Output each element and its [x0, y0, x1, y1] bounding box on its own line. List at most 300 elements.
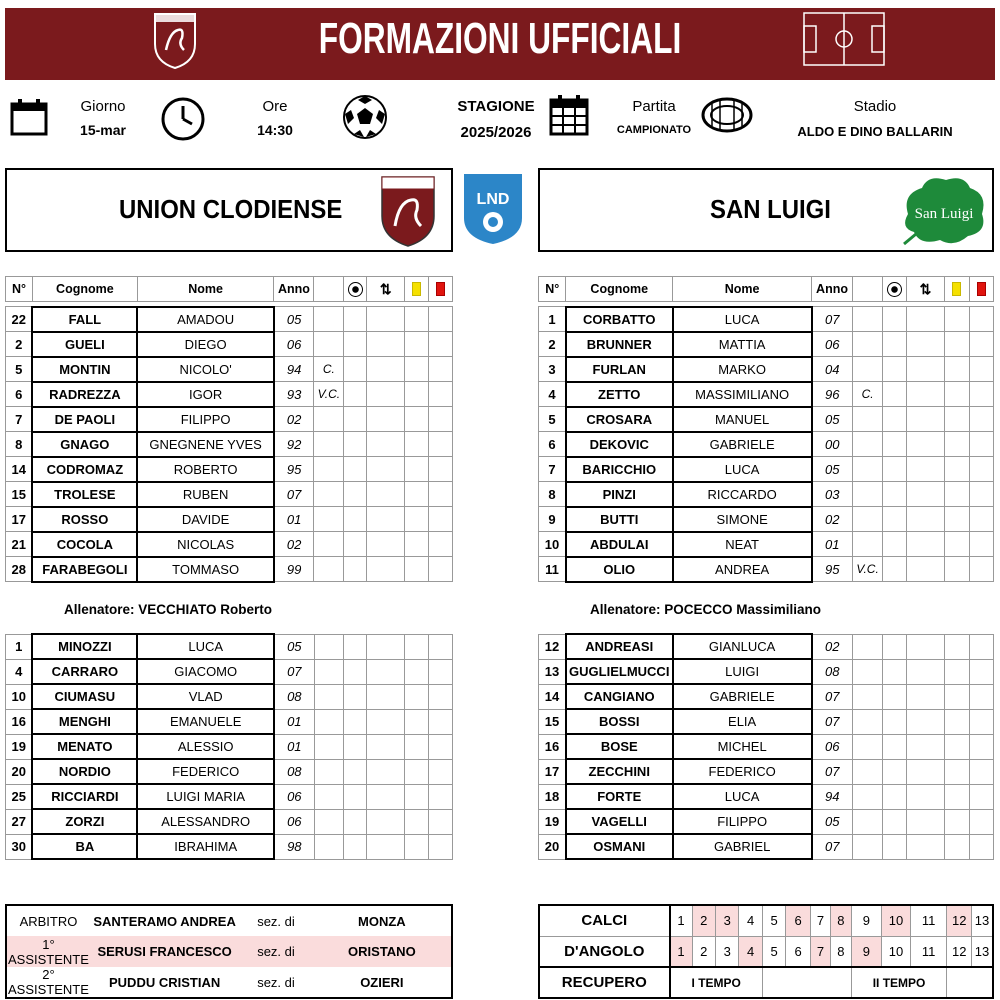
red-cell[interactable]	[429, 457, 453, 482]
player-number: 4	[6, 659, 33, 684]
red-cell[interactable]	[969, 809, 993, 834]
player-role	[852, 809, 882, 834]
player-role	[314, 407, 344, 432]
red-cell[interactable]	[429, 634, 453, 659]
yellow-cell[interactable]	[405, 457, 429, 482]
yellow-cell[interactable]	[405, 332, 429, 357]
cognome-header: Cognome	[32, 277, 137, 302]
corner-number[interactable]: 13	[971, 936, 993, 967]
partita-value: CAMPIONATO	[616, 124, 692, 136]
yellow-cell[interactable]	[405, 307, 429, 332]
goal-cell[interactable]	[883, 332, 906, 357]
yellow-cell[interactable]	[405, 709, 429, 734]
goal-cell[interactable]	[344, 407, 367, 432]
player-surname: ZETTO	[566, 382, 673, 407]
corner-number[interactable]: 5	[762, 936, 785, 967]
sub-cell[interactable]	[367, 357, 405, 382]
corner-number[interactable]: 7	[810, 905, 830, 936]
red-cell[interactable]	[429, 432, 453, 457]
yellow-cell[interactable]	[945, 532, 969, 557]
sub-cell[interactable]	[367, 382, 405, 407]
goal-cell[interactable]	[344, 759, 367, 784]
player-name: EMANUELE	[137, 709, 274, 734]
nome-header: Nome	[673, 277, 812, 302]
goal-cell[interactable]	[344, 734, 367, 759]
calendar-icon	[10, 98, 48, 136]
goal-cell[interactable]	[344, 532, 367, 557]
player-row	[539, 834, 994, 859]
sub-cell[interactable]	[906, 684, 945, 709]
player-number: 30	[6, 834, 33, 859]
yellow-card-icon	[412, 282, 421, 296]
player-row	[539, 307, 994, 332]
yellow-cell[interactable]	[945, 332, 969, 357]
sub-cell[interactable]	[367, 684, 405, 709]
corner-number[interactable]: 3	[715, 936, 738, 967]
yellow-cell[interactable]	[945, 357, 969, 382]
secondo-tempo: II TEMPO	[851, 967, 947, 998]
player-number: 19	[539, 809, 566, 834]
player-name: ROBERTO	[137, 457, 274, 482]
partita-label: Partita	[632, 98, 676, 115]
corner-number[interactable]: 1	[670, 905, 692, 936]
yellow-cell[interactable]	[945, 634, 969, 659]
yellow-cell[interactable]	[945, 407, 969, 432]
goal-cell[interactable]	[883, 382, 906, 407]
goal-cell[interactable]	[344, 834, 367, 859]
yellow-cell[interactable]	[945, 684, 969, 709]
player-year: 07	[812, 759, 853, 784]
goal-cell[interactable]	[883, 432, 906, 457]
red-cell[interactable]	[969, 407, 993, 432]
sub-cell[interactable]	[906, 407, 945, 432]
goal-cell[interactable]	[883, 659, 906, 684]
corner-number[interactable]: 11	[910, 905, 947, 936]
player-name: GABRIELE	[673, 684, 812, 709]
red-cell[interactable]	[969, 834, 993, 859]
sub-cell[interactable]	[906, 507, 945, 532]
player-number: 20	[539, 834, 566, 859]
corner-number[interactable]: 4	[739, 905, 762, 936]
player-name: RICCARDO	[673, 482, 812, 507]
away-team-box	[538, 168, 994, 252]
red-cell[interactable]	[429, 709, 453, 734]
red-cell[interactable]	[429, 332, 453, 357]
goal-cell[interactable]	[883, 759, 906, 784]
player-role	[314, 532, 344, 557]
goal-cell[interactable]	[883, 457, 906, 482]
red-cell[interactable]	[429, 482, 453, 507]
corner-number[interactable]: 6	[786, 905, 810, 936]
sub-cell[interactable]	[367, 532, 405, 557]
player-surname: PINZI	[566, 482, 673, 507]
player-surname: DE PAOLI	[32, 407, 137, 432]
sub-cell[interactable]	[367, 759, 405, 784]
corner-number[interactable]: 8	[831, 936, 851, 967]
goal-cell[interactable]	[883, 809, 906, 834]
sub-cell[interactable]	[367, 809, 405, 834]
corner-number[interactable]: 9	[851, 905, 882, 936]
primo-tempo-value[interactable]	[762, 967, 851, 998]
player-year: 06	[812, 332, 853, 357]
player-surname: TROLESE	[32, 482, 137, 507]
player-surname: FURLAN	[566, 357, 673, 382]
yellow-cell[interactable]	[405, 784, 429, 809]
goal-cell[interactable]	[883, 557, 906, 582]
player-name: ALESSANDRO	[137, 809, 274, 834]
sub-cell[interactable]	[367, 407, 405, 432]
yellow-cell[interactable]	[405, 507, 429, 532]
player-name: GABRIELE	[673, 432, 812, 457]
sub-cell[interactable]	[906, 432, 945, 457]
sub-cell[interactable]	[367, 457, 405, 482]
goal-cell[interactable]	[883, 684, 906, 709]
player-name: FILIPPO	[137, 407, 274, 432]
red-cell[interactable]	[429, 759, 453, 784]
yellow-cell[interactable]	[945, 432, 969, 457]
yellow-cell[interactable]	[405, 659, 429, 684]
red-cell[interactable]	[969, 784, 993, 809]
sub-cell[interactable]	[906, 834, 945, 859]
player-surname: GUGLIELMUCCI	[566, 659, 673, 684]
player-year: 08	[274, 759, 314, 784]
red-cell[interactable]	[429, 784, 453, 809]
yellow-cell[interactable]	[945, 709, 969, 734]
recupero-label: RECUPERO	[539, 967, 670, 998]
yellow-cell[interactable]	[945, 834, 969, 859]
sub-cell[interactable]	[906, 809, 945, 834]
corner-row-2	[539, 936, 993, 967]
goal-cell[interactable]	[883, 709, 906, 734]
corner-number[interactable]: 2	[692, 936, 715, 967]
goal-cell[interactable]	[883, 634, 906, 659]
goal-cell[interactable]	[883, 307, 906, 332]
sub-cell[interactable]	[367, 734, 405, 759]
player-number: 16	[539, 734, 566, 759]
red-cell[interactable]	[969, 659, 993, 684]
corner-number[interactable]: 12	[947, 936, 971, 967]
goal-cell[interactable]	[883, 482, 906, 507]
nome-header: Nome	[137, 277, 274, 302]
red-cell[interactable]	[429, 382, 453, 407]
corner-number[interactable]: 12	[947, 905, 971, 936]
goal-cell[interactable]	[883, 784, 906, 809]
yellow-cell[interactable]	[405, 407, 429, 432]
player-surname: COCOLA	[32, 532, 137, 557]
red-cell[interactable]	[429, 684, 453, 709]
corner-number[interactable]: 1	[670, 936, 692, 967]
yellow-cell[interactable]	[945, 457, 969, 482]
sub-cell[interactable]	[906, 357, 945, 382]
red-cell[interactable]	[969, 507, 993, 532]
player-role	[852, 507, 882, 532]
player-role	[852, 684, 882, 709]
goal-cell[interactable]	[344, 357, 367, 382]
player-surname: GNAGO	[32, 432, 137, 457]
red-cell[interactable]	[969, 684, 993, 709]
player-surname: CIUMASU	[32, 684, 137, 709]
yellow-cell[interactable]	[405, 759, 429, 784]
sub-cell[interactable]	[367, 507, 405, 532]
player-year: 07	[812, 684, 853, 709]
yellow-cell[interactable]	[945, 507, 969, 532]
red-cell[interactable]	[429, 809, 453, 834]
official-row	[6, 936, 452, 967]
player-number: 20	[6, 759, 33, 784]
player-surname: MENATO	[32, 734, 137, 759]
yellow-cell[interactable]	[405, 382, 429, 407]
red-cell[interactable]	[429, 834, 453, 859]
goal-cell[interactable]	[344, 507, 367, 532]
yellow-cell[interactable]	[945, 734, 969, 759]
player-number: 17	[539, 759, 566, 784]
player-surname: ZORZI	[32, 809, 137, 834]
goal-cell[interactable]	[883, 734, 906, 759]
home-subs-table	[5, 633, 453, 860]
player-surname: BUTTI	[566, 507, 673, 532]
player-year: 06	[812, 734, 853, 759]
player-surname: FARABEGOLI	[32, 557, 137, 582]
yellow-cell[interactable]	[405, 532, 429, 557]
yellow-cell[interactable]	[945, 759, 969, 784]
goal-cell[interactable]	[883, 507, 906, 532]
player-year: 00	[812, 432, 853, 457]
red-cell[interactable]	[969, 307, 993, 332]
red-cell[interactable]	[429, 307, 453, 332]
yellow-cell[interactable]	[945, 382, 969, 407]
red-cell[interactable]	[969, 759, 993, 784]
red-cell[interactable]	[969, 709, 993, 734]
sub-cell[interactable]	[906, 332, 945, 357]
red-cell[interactable]	[429, 532, 453, 557]
player-row	[6, 357, 453, 382]
red-header	[969, 277, 993, 302]
svg-text:LND: LND	[476, 191, 510, 208]
red-cell[interactable]	[969, 382, 993, 407]
role-header	[314, 277, 344, 302]
yellow-header	[945, 277, 969, 302]
corner-row-1	[539, 905, 993, 936]
sub-cell[interactable]	[906, 734, 945, 759]
corner-number[interactable]: 8	[831, 905, 851, 936]
yellow-cell[interactable]	[945, 784, 969, 809]
soccer-ball-icon	[348, 282, 363, 297]
sub-cell[interactable]	[367, 784, 405, 809]
player-surname: FALL	[32, 307, 137, 332]
red-cell[interactable]	[429, 557, 453, 582]
corner-number[interactable]: 3	[715, 905, 738, 936]
sub-cell[interactable]	[906, 659, 945, 684]
table-header-row	[6, 277, 453, 302]
player-surname: CARRARO	[32, 659, 137, 684]
yellow-header	[405, 277, 429, 302]
player-year: 08	[812, 659, 853, 684]
goal-cell[interactable]	[344, 307, 367, 332]
red-cell[interactable]	[429, 357, 453, 382]
red-cell[interactable]	[969, 357, 993, 382]
player-row	[539, 809, 994, 834]
player-year: 02	[812, 507, 853, 532]
player-surname: CANGIANO	[566, 684, 673, 709]
yellow-cell[interactable]	[945, 307, 969, 332]
goal-cell[interactable]	[883, 532, 906, 557]
sub-cell[interactable]	[906, 784, 945, 809]
goal-cell[interactable]	[883, 407, 906, 432]
player-name: FEDERICO	[137, 759, 274, 784]
corner-number[interactable]: 5	[762, 905, 785, 936]
yellow-cell[interactable]	[405, 734, 429, 759]
player-name: GIACOMO	[137, 659, 274, 684]
red-cell[interactable]	[969, 332, 993, 357]
yellow-cell[interactable]	[405, 557, 429, 582]
official-city: MONZA	[358, 913, 406, 929]
corner-number[interactable]: 7	[810, 936, 830, 967]
player-year: 05	[812, 407, 853, 432]
yellow-cell[interactable]	[945, 557, 969, 582]
player-surname: BOSSI	[566, 709, 673, 734]
n-header: N°	[539, 277, 566, 302]
player-number: 12	[539, 634, 566, 659]
red-cell[interactable]	[429, 659, 453, 684]
player-name: GABRIEL	[673, 834, 812, 859]
stagione-label: STAGIONE	[457, 98, 535, 115]
goal-cell[interactable]	[883, 834, 906, 859]
player-number: 7	[6, 407, 33, 432]
goal-cell[interactable]	[344, 457, 367, 482]
corner-number[interactable]: 9	[851, 936, 882, 967]
player-surname: MONTIN	[32, 357, 137, 382]
official-row	[6, 905, 452, 936]
svg-text:San Luigi: San Luigi	[914, 206, 974, 222]
sub-header	[906, 277, 945, 302]
away-starters-table	[538, 276, 994, 583]
yellow-cell[interactable]	[405, 357, 429, 382]
yellow-cell[interactable]	[405, 482, 429, 507]
red-cell[interactable]	[969, 457, 993, 482]
sub-cell[interactable]	[367, 432, 405, 457]
sub-cell[interactable]	[367, 307, 405, 332]
corner-number[interactable]: 13	[971, 905, 993, 936]
red-cell[interactable]	[429, 507, 453, 532]
player-name: LUIGI MARIA	[137, 784, 274, 809]
goal-cell[interactable]	[344, 332, 367, 357]
goal-cell[interactable]	[344, 382, 367, 407]
official-role: 1° ASSISTENTE	[6, 936, 90, 967]
player-row	[6, 709, 453, 734]
goal-cell[interactable]	[344, 557, 367, 582]
goal-cell[interactable]	[344, 482, 367, 507]
player-number: 5	[539, 407, 566, 432]
goal-cell[interactable]	[344, 659, 367, 684]
red-card-icon	[436, 282, 445, 296]
sub-cell[interactable]	[367, 557, 405, 582]
corners-label: CALCI	[539, 905, 670, 936]
player-surname: BARICCHIO	[566, 457, 673, 482]
sub-cell[interactable]	[906, 382, 945, 407]
yellow-cell[interactable]	[405, 432, 429, 457]
sub-cell[interactable]	[906, 457, 945, 482]
corner-number[interactable]: 10	[882, 936, 911, 967]
yellow-cell[interactable]	[405, 684, 429, 709]
player-number: 14	[6, 457, 33, 482]
goal-cell[interactable]	[344, 809, 367, 834]
red-cell[interactable]	[969, 634, 993, 659]
sub-cell[interactable]	[906, 532, 945, 557]
corner-number[interactable]: 10	[882, 905, 911, 936]
corner-number[interactable]: 6	[786, 936, 810, 967]
player-surname: FORTE	[566, 784, 673, 809]
goal-cell[interactable]	[344, 784, 367, 809]
red-cell[interactable]	[429, 407, 453, 432]
goal-cell[interactable]	[883, 357, 906, 382]
player-year: 01	[274, 709, 314, 734]
red-cell[interactable]	[969, 532, 993, 557]
player-surname: ROSSO	[32, 507, 137, 532]
player-year: 06	[274, 784, 314, 809]
yellow-cell[interactable]	[405, 809, 429, 834]
red-cell[interactable]	[969, 734, 993, 759]
yellow-cell[interactable]	[945, 482, 969, 507]
red-cell[interactable]	[969, 557, 993, 582]
goal-cell[interactable]	[344, 684, 367, 709]
sub-cell[interactable]	[367, 332, 405, 357]
yellow-cell[interactable]	[405, 834, 429, 859]
player-role	[314, 457, 344, 482]
pitch-icon	[803, 12, 885, 66]
yellow-cell[interactable]	[945, 659, 969, 684]
sub-cell[interactable]	[367, 634, 405, 659]
sub-cell[interactable]	[367, 834, 405, 859]
player-role	[314, 684, 344, 709]
sub-cell[interactable]	[906, 307, 945, 332]
player-surname: MENGHI	[32, 709, 137, 734]
goal-cell[interactable]	[344, 432, 367, 457]
giorno-value: 15-mar	[80, 122, 126, 138]
player-row	[6, 834, 453, 859]
official-sez: sez. di	[257, 913, 295, 929]
official-role: ARBITRO	[19, 913, 78, 929]
corner-number[interactable]: 11	[910, 936, 947, 967]
player-year: 02	[274, 532, 314, 557]
red-cell[interactable]	[969, 432, 993, 457]
secondo-tempo-value[interactable]	[947, 967, 993, 998]
corner-number[interactable]: 2	[692, 905, 715, 936]
yellow-cell[interactable]	[945, 809, 969, 834]
goal-cell[interactable]	[344, 709, 367, 734]
player-number: 14	[539, 684, 566, 709]
official-name: SANTERAMO ANDREA	[93, 913, 236, 929]
anno-header: Anno	[812, 277, 853, 302]
sub-cell[interactable]	[906, 557, 945, 582]
role-header	[852, 277, 882, 302]
player-surname: OSMANI	[566, 834, 673, 859]
sub-cell[interactable]	[367, 659, 405, 684]
player-role	[314, 734, 344, 759]
sub-cell[interactable]	[906, 759, 945, 784]
goal-cell[interactable]	[344, 634, 367, 659]
sub-cell[interactable]	[906, 634, 945, 659]
player-row	[539, 332, 994, 357]
red-cell[interactable]	[429, 734, 453, 759]
sub-cell[interactable]	[367, 482, 405, 507]
sub-cell[interactable]	[906, 709, 945, 734]
player-name: LUCA	[673, 457, 812, 482]
sub-cell[interactable]	[367, 709, 405, 734]
corner-number[interactable]: 4	[739, 936, 762, 967]
sub-cell[interactable]	[906, 482, 945, 507]
yellow-cell[interactable]	[405, 634, 429, 659]
red-cell[interactable]	[969, 482, 993, 507]
